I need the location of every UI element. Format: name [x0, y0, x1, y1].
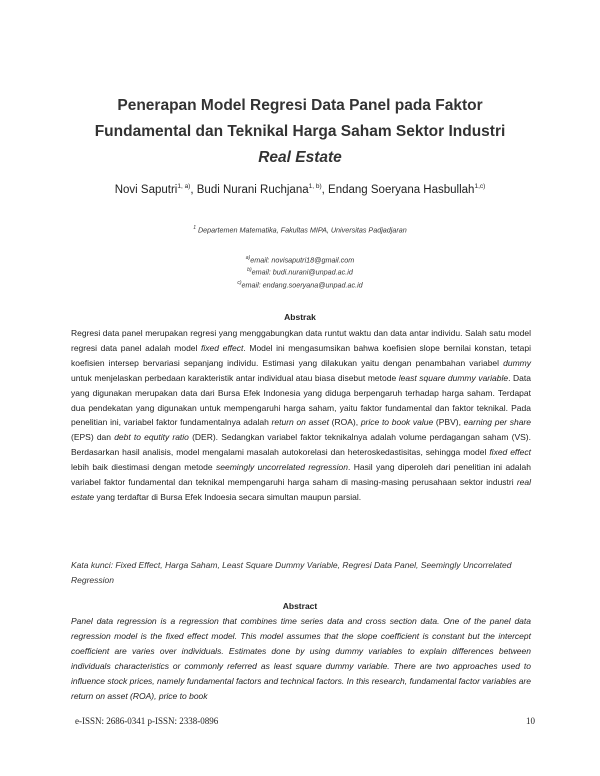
abstrak-text: Regresi data panel merupakan regresi yang menggabungkan data runtut waktu dan data antar individu. Salah satu model regresi data panel adalah model	[71, 328, 531, 353]
abstrak-term: real estate	[71, 477, 531, 502]
abstrak-text: lebih baik diestimasi dengan metode	[71, 462, 217, 473]
abstrak-term: fixed effect	[489, 447, 531, 458]
paper-title	[40, 93, 560, 171]
abstrak-text: yang terdaftar di Bursa Efek Indoesia secara simultan maupun parsial.	[94, 491, 362, 502]
title-line-1: Penerapan Model Regresi Data Panel pada Faktor	[117, 97, 483, 114]
author-name: Budi Nurani Ruchjana	[196, 183, 309, 196]
title-line-2: Fundamental dan Teknikal Harga Saham Sektor Industri	[94, 123, 506, 140]
abstrak-term: least square dummy variable	[398, 372, 509, 383]
author-sup: 1, b)	[308, 183, 322, 190]
abstrak-term: earning per share	[463, 417, 531, 428]
author-name: Endang Soeryana Hasbullah	[328, 183, 475, 196]
abstrak-text: . Hasil yang diperoleh dari penelitian ini adalah variabel faktor fundamental dan teknikal mempengaruhi harga saham di masing-masing perusahaan sektor industri	[71, 462, 531, 488]
email-line	[40, 253, 560, 265]
affiliation-text: Departemen Matematika, Fakultas MIPA, Universitas Padjadjaran	[197, 225, 407, 235]
abstrak-text: (EPS) dan	[71, 432, 115, 443]
abstrak-text: . Model ini mengasumsikan bahwa koefisien slope bernilai konstan, tetapi koefisien intersep bervariasi sepanjang individu. Estimasi yang dilakukan yaitu dengan penambahan variabel	[71, 342, 531, 368]
email-line	[40, 265, 560, 277]
abstrak-text: untuk menjelaskan perbedaan karakteristik antar individual atau biasa disebut metode	[71, 372, 399, 383]
abstrak-heading: Abstrak	[284, 312, 316, 322]
abstract-heading: Abstract	[282, 601, 318, 611]
title-line-3: Real Estate	[258, 149, 342, 166]
author-emails	[40, 253, 560, 290]
abstrak-body	[71, 326, 531, 505]
email-sup: a)	[245, 255, 251, 261]
affiliation-sup: 1	[193, 225, 196, 231]
page-number: 10	[526, 716, 535, 726]
email-text: email: endang.soeryana@unpad.ac.id	[241, 280, 363, 290]
abstract-body: Panel data regression is a regression that combines time series data and cross section data. One of the panel data regression model is the fixed effect model. This model assumes that the slope coefficient is constant but the intercept coefficient are varies over individuals. Estimates done by using dummy variables to explain differences between individuals characteristics or commonly referred as least square dummy variable. There are two approaches used to influence stock prices, namely fundamental factors and technical factors. In this research, fundamental factor variables are return on asset (ROA), price to book	[71, 616, 531, 702]
abstrak-term: fixed effect	[201, 342, 244, 353]
abstrak-text: (DER). Sedangkan variabel faktor teknikalnya adalah volume perdagangan saham (VS). Berdasarkan hasil analisis, model mengalami masalah autokorelasi dan heteroskedastisitas, sehingga model	[71, 432, 531, 458]
email-sup: b)	[247, 267, 252, 274]
abstrak-term: debt to equtity ratio	[114, 432, 189, 443]
author-separator: ,	[321, 183, 329, 196]
author-separator: ,	[190, 183, 197, 196]
email-line	[40, 278, 560, 290]
author-sup: 1,c)	[474, 183, 486, 190]
issn-info: e-ISSN: 2686-0341 p-ISSN: 2338-0896	[75, 716, 219, 726]
abstrak-term: price to book value	[360, 417, 434, 428]
author-list	[40, 183, 560, 196]
abstrak-term: return on asset	[271, 417, 329, 428]
author-name: Novi Saputri	[114, 183, 178, 196]
abstrak-text: . Data yang digunakan merupakan data dari Bursa Efek Indonesia yang diduga berpengaruh terhadap harga saham. Terdapat dua pendekatan yang digunakan untuk mempengaruhi harga saham, yaitu faktor fundamental dan faktor teknikal. Pada penelitian ini, variabel faktor fundamentalnya adalah	[71, 372, 531, 428]
email-text: email: novisaputri18@gmail.com	[250, 255, 355, 265]
email-text: email: budi.nurani@unpad.ac.id	[251, 267, 353, 277]
keywords: Kata kunci: Fixed Effect, Harga Saham, Least Square Dummy Variable, Regresi Data Panel, Seemingly Uncorrelated Regression	[71, 560, 512, 585]
affiliation	[40, 225, 560, 234]
abstrak-text: (PBV),	[433, 417, 464, 428]
abstrak-text: (ROA),	[328, 417, 361, 428]
abstrak-term: dummy	[503, 357, 531, 368]
email-sup: c)	[237, 279, 242, 286]
abstrak-term: seemingly uncorrelated regression	[216, 462, 348, 473]
author-sup: 1, a)	[177, 183, 191, 190]
